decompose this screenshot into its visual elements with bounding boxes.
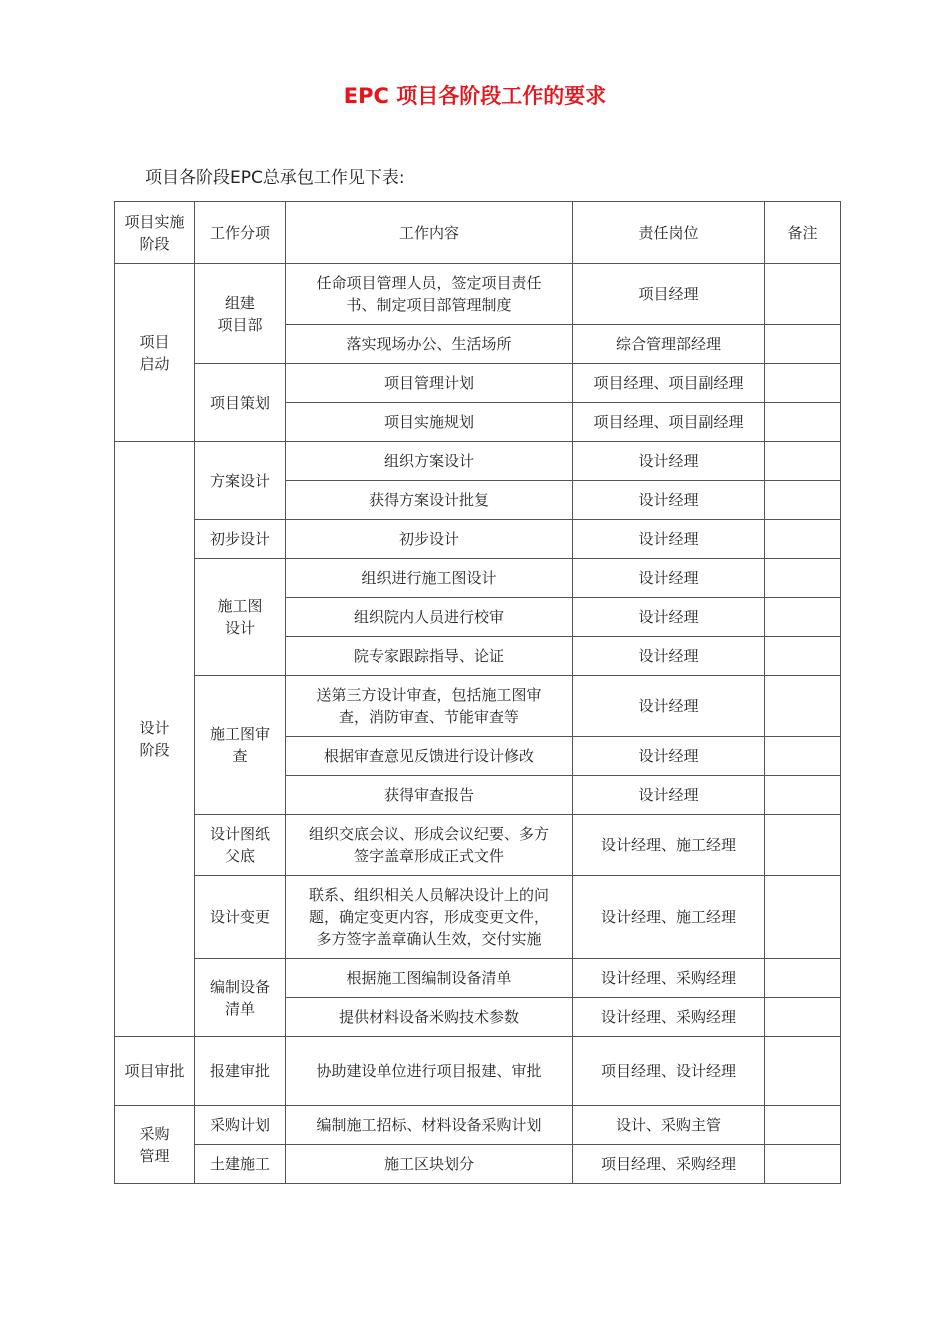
remark-cell: [765, 776, 841, 815]
table-row: [115, 559, 841, 598]
header-cell-remark: 备注: [765, 202, 841, 264]
remark-cell: [765, 998, 841, 1037]
table-row: [115, 1106, 841, 1145]
role-cell: 设计经理、采购经理: [573, 998, 765, 1037]
phase-cell: 项目审批: [115, 1037, 195, 1106]
content-cell: 项目实施规划: [286, 403, 573, 442]
content-cell: 院专家跟踪指导、论证: [286, 637, 573, 676]
subitem-cell: 设计图纸 父底: [195, 815, 286, 876]
remark-cell: [765, 1145, 841, 1184]
table-row: [115, 364, 841, 403]
phase-cell: 采购 管理: [115, 1106, 195, 1184]
subitem-cell: 方案设计: [195, 442, 286, 520]
role-cell: 项目经理、项目副经理: [573, 364, 765, 403]
header-cell-content: 工作内容: [286, 202, 573, 264]
content-cell: 联系、组织相关人员解决设计上的问 题，确定变更内容，形成变更文件， 多方签字盖章确认生效，交付实施: [286, 876, 573, 959]
role-cell: 设计经理: [573, 776, 765, 815]
subitem-cell: 编制设备 清单: [195, 959, 286, 1037]
role-cell: 设计经理、施工经理: [573, 876, 765, 959]
subitem-cell: 土建施工: [195, 1145, 286, 1184]
content-cell: 协助建设单位进行项目报建、审批: [286, 1037, 573, 1106]
subitem-cell: 设计变更: [195, 876, 286, 959]
content-cell: 根据施工图编制设备清单: [286, 959, 573, 998]
table-row: [115, 876, 841, 959]
header-row: [115, 202, 841, 264]
role-cell: 设计经理、施工经理: [573, 815, 765, 876]
remark-cell: [765, 598, 841, 637]
subitem-cell: 施工图 设计: [195, 559, 286, 676]
table-row: [115, 959, 841, 998]
role-cell: 设计经理、采购经理: [573, 959, 765, 998]
content-cell: 任命项目管理人员，签定项目责任 书、制定项目部管理制度: [286, 264, 573, 325]
page-title: EPC 项目各阶段工作的要求: [343, 84, 607, 108]
remark-cell: [765, 876, 841, 959]
content-cell: 组织方案设计: [286, 442, 573, 481]
role-cell: 设计经理: [573, 737, 765, 776]
role-cell: 设计经理: [573, 598, 765, 637]
table-body: [115, 202, 841, 1184]
phase-cell: 项目 启动: [115, 264, 195, 442]
remark-cell: [765, 520, 841, 559]
remark-cell: [765, 1106, 841, 1145]
role-cell: 设计经理: [573, 559, 765, 598]
content-cell: 编制施工招标、材料设备采购计划: [286, 1106, 573, 1145]
remark-cell: [765, 737, 841, 776]
content-cell: 项目管理计划: [286, 364, 573, 403]
content-cell: 送第三方设计审查，包括施工图审 查，消防审查、节能审查等: [286, 676, 573, 737]
remark-cell: [765, 637, 841, 676]
remark-cell: [765, 264, 841, 325]
role-cell: 设计经理: [573, 481, 765, 520]
role-cell: 设计、采购主管: [573, 1106, 765, 1145]
content-cell: 提供材料设备米购技术参数: [286, 998, 573, 1037]
table-row: [115, 815, 841, 876]
subitem-cell: 采购计划: [195, 1106, 286, 1145]
table-row: [115, 520, 841, 559]
table-row: [115, 264, 841, 325]
role-cell: 设计经理: [573, 676, 765, 737]
table-row: [115, 1037, 841, 1106]
remark-cell: [765, 403, 841, 442]
role-cell: 项目经理、采购经理: [573, 1145, 765, 1184]
table-row: [115, 442, 841, 481]
content-cell: 组织进行施工图设计: [286, 559, 573, 598]
role-cell: 项目经理: [573, 264, 765, 325]
remark-cell: [765, 815, 841, 876]
remark-cell: [765, 325, 841, 364]
remark-cell: [765, 364, 841, 403]
remark-cell: [765, 442, 841, 481]
role-cell: 项目经理、设计经理: [573, 1037, 765, 1106]
role-cell: 设计经理: [573, 520, 765, 559]
table-row: [115, 676, 841, 737]
header-cell-subitem: 工作分项: [195, 202, 286, 264]
intro-text: 项目各阶段EPC总承包工作见下表:: [145, 168, 405, 188]
remark-cell: [765, 676, 841, 737]
content-cell: 落实现场办公、生活场所: [286, 325, 573, 364]
table-row: [115, 1145, 841, 1184]
subitem-cell: 初步设计: [195, 520, 286, 559]
remark-cell: [765, 959, 841, 998]
content-cell: 获得方案设计批复: [286, 481, 573, 520]
content-cell: 根据审查意见反馈进行设计修改: [286, 737, 573, 776]
header-cell-phase: 项目实施 阶段: [115, 202, 195, 264]
content-cell: 组织交底会议、形成会议纪要、多方 签字盖章形成正式文件: [286, 815, 573, 876]
remark-cell: [765, 559, 841, 598]
role-cell: 项目经理、项目副经理: [573, 403, 765, 442]
content-cell: 施工区块划分: [286, 1145, 573, 1184]
content-cell: 初步设计: [286, 520, 573, 559]
role-cell: 设计经理: [573, 442, 765, 481]
header-cell-role: 责任岗位: [573, 202, 765, 264]
role-cell: 综合管理部经理: [573, 325, 765, 364]
subitem-cell: 报建审批: [195, 1037, 286, 1106]
role-cell: 设计经理: [573, 637, 765, 676]
phase-cell: 设计 阶段: [115, 442, 195, 1037]
subitem-cell: 施工图审 查: [195, 676, 286, 815]
subitem-cell: 项目策划: [195, 364, 286, 442]
remark-cell: [765, 481, 841, 520]
subitem-cell: 组建 项目部: [195, 264, 286, 364]
epc-work-table: [114, 201, 841, 1184]
content-cell: 获得审查报告: [286, 776, 573, 815]
remark-cell: [765, 1037, 841, 1106]
content-cell: 组织院内人员进行校审: [286, 598, 573, 637]
